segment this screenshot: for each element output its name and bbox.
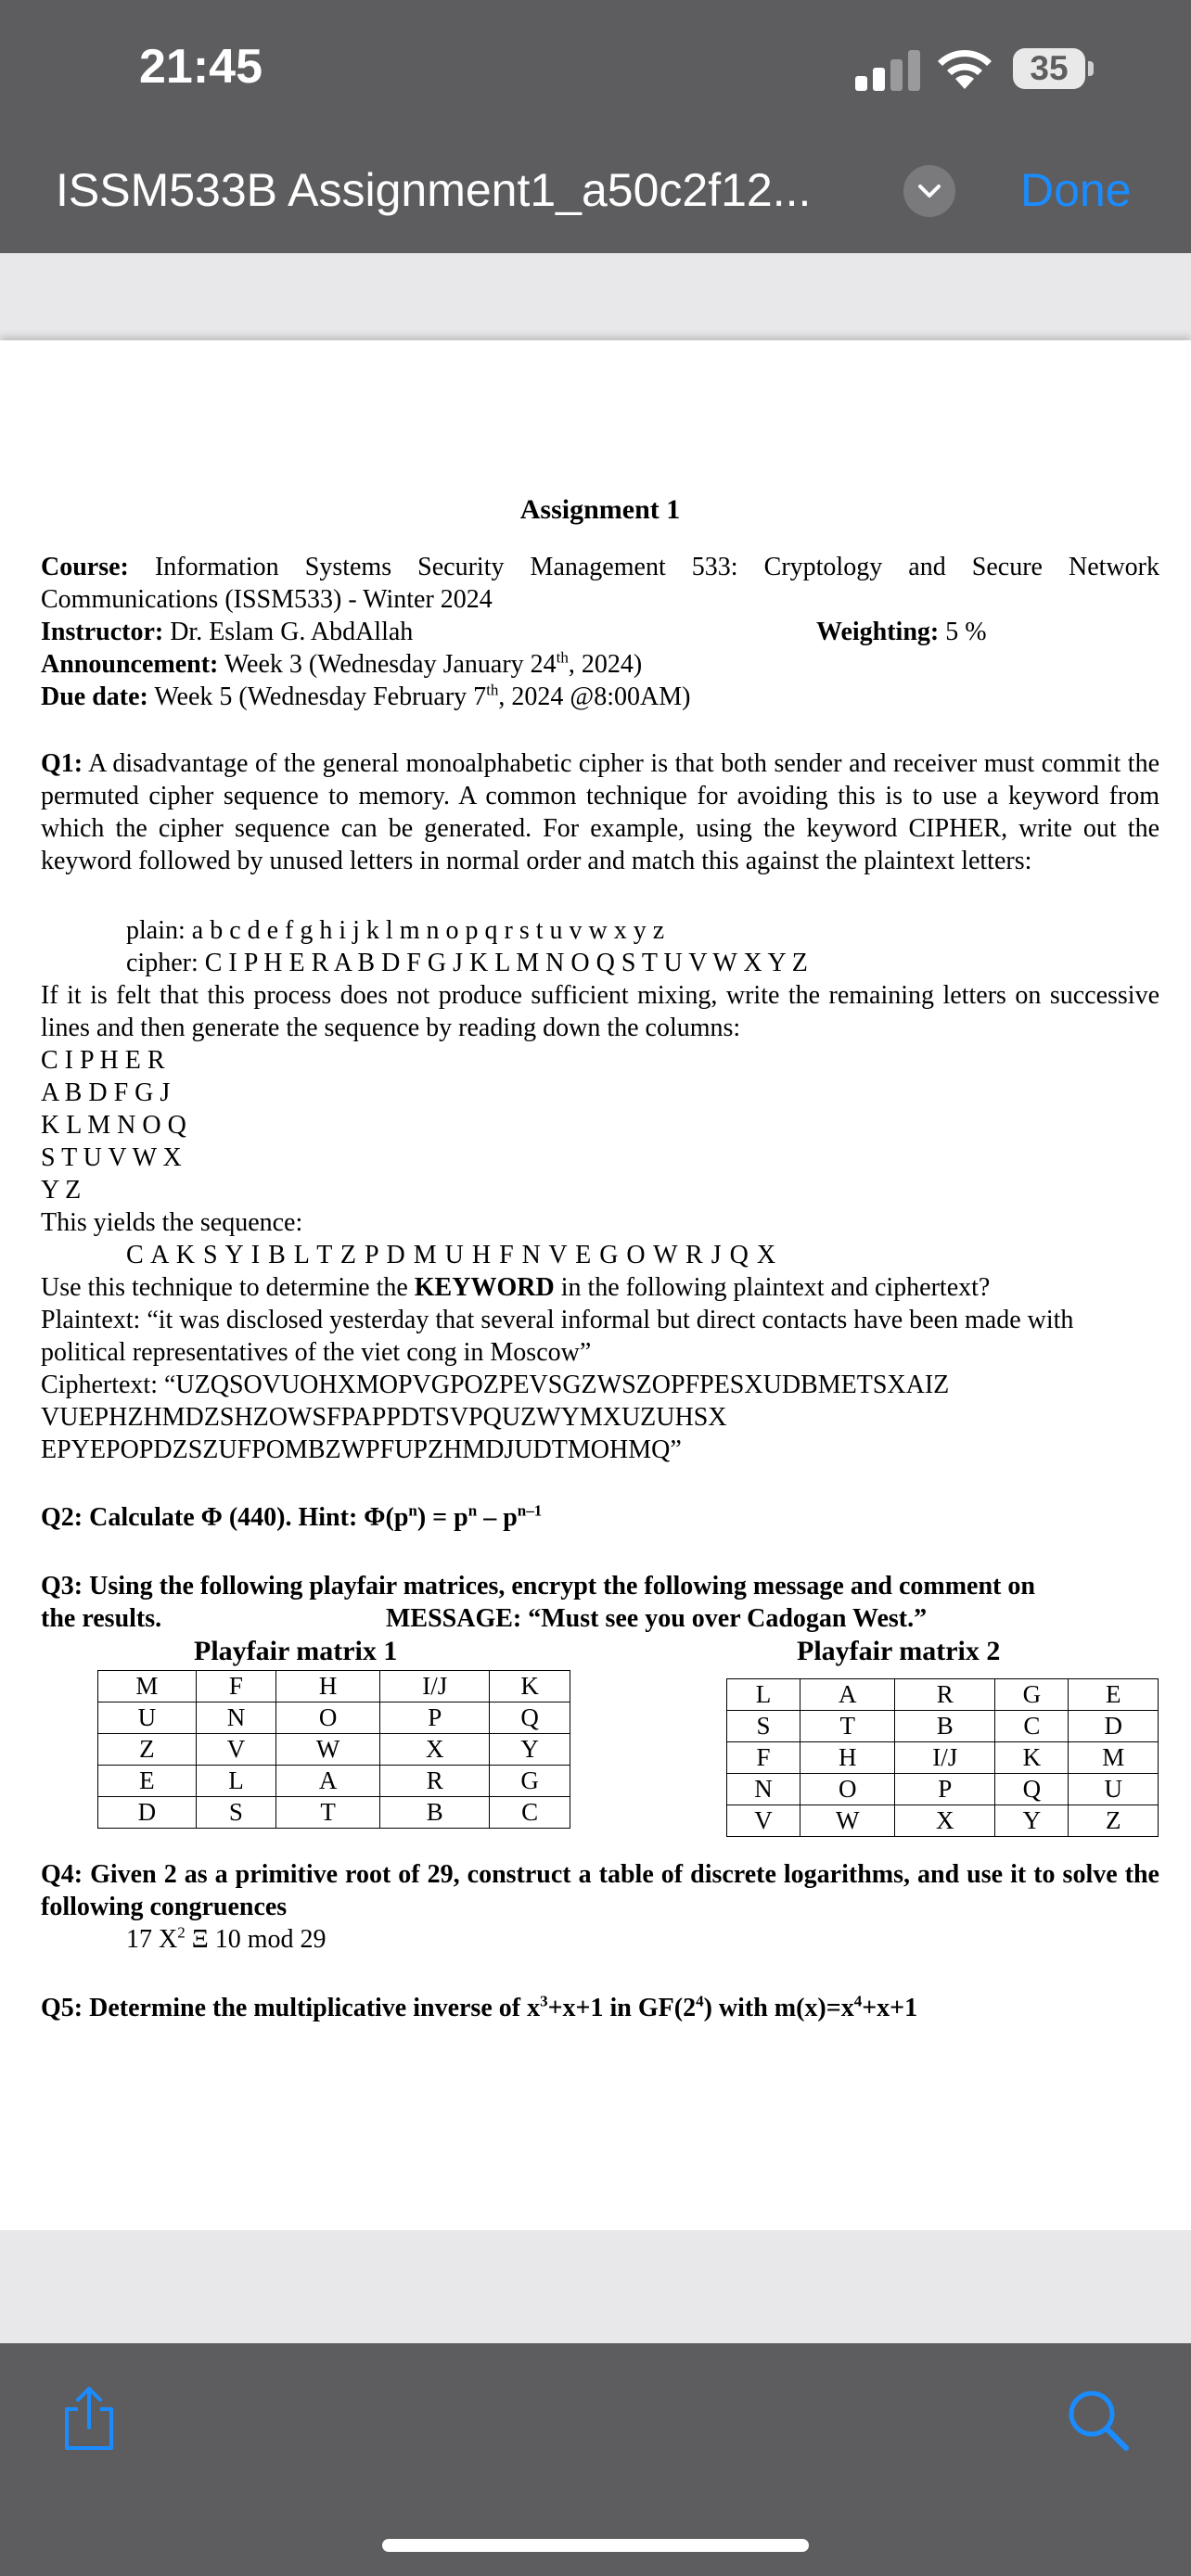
announcement-line: Announcement: Week 3 (Wednesday January 24th, 2024) xyxy=(41,648,643,679)
playfair-matrix-2 xyxy=(726,1678,1159,1837)
keyword-grid-row: Y Z xyxy=(41,1176,82,1205)
wifi-icon xyxy=(935,46,994,91)
search-icon[interactable] xyxy=(1065,2387,1132,2454)
matrix-cell: M xyxy=(1069,1742,1159,1774)
matrix-cell: C xyxy=(995,1711,1069,1742)
document-page[interactable] xyxy=(0,340,1191,2230)
matrix-cell: R xyxy=(895,1679,995,1711)
playfair-matrix-2-label: Playfair matrix 2 xyxy=(797,1636,1001,1666)
chevron-down-icon xyxy=(903,165,955,217)
playfair-matrix-1-label: Playfair matrix 1 xyxy=(194,1636,398,1666)
matrix-cell: Q xyxy=(490,1702,570,1734)
matrix-row xyxy=(727,1774,1159,1805)
matrix-cell: S xyxy=(727,1711,800,1742)
matrix-cell: F xyxy=(196,1671,276,1702)
keyword-grid-row: C I P H E R xyxy=(41,1046,165,1075)
matrix-cell: Y xyxy=(995,1805,1069,1837)
matrix-cell: M xyxy=(98,1671,197,1702)
matrix-row xyxy=(98,1734,570,1766)
sequence-text: C A K S Y I B L T Z P D M U H F N V E G O W R J Q X xyxy=(126,1241,777,1269)
matrix-cell: O xyxy=(276,1702,380,1734)
battery-level: 35 xyxy=(1030,49,1069,87)
home-indicator[interactable] xyxy=(382,2539,809,2552)
matrix-cell: X xyxy=(895,1805,995,1837)
matrix-cell: F xyxy=(727,1742,800,1774)
q3-text-2: the results. MESSAGE: “Must see you over Cadogan West.” xyxy=(41,1604,928,1633)
matrix-cell: D xyxy=(98,1797,197,1829)
matrix-cell: A xyxy=(800,1679,895,1711)
matrix-cell: G xyxy=(995,1679,1069,1711)
matrix-cell: W xyxy=(276,1734,380,1766)
matrix-cell: Y xyxy=(490,1734,570,1766)
matrix-row xyxy=(98,1671,570,1702)
matrix-cell: Q xyxy=(995,1774,1069,1805)
keyword-grid-row: K L M N O Q xyxy=(41,1111,186,1140)
q1-text-2: If it is felt that this process does not produce sufficient mixing, write the remaining letters on successive lines and then generate the sequence by reading down the columns: xyxy=(41,981,1159,1042)
matrix-cell: E xyxy=(98,1766,197,1797)
matrix-cell: N xyxy=(727,1774,800,1805)
matrix-cell: H xyxy=(276,1671,380,1702)
plain-alphabet: plain: a b c d e f g h i j k l m n o p q r s t u v w x y z xyxy=(126,916,665,945)
matrix-cell: X xyxy=(380,1734,490,1766)
q4-congruence: 17 $X^2$ Ξ 10 mod 29 xyxy=(126,1923,327,1954)
matrix-cell: D xyxy=(1069,1711,1159,1742)
q5-text: Q5: Determine the multiplicative inverse of $x^3+x+1$ in $GF(2^4)$ with $m(x)=x^4+x+1$ xyxy=(41,1992,918,2022)
course-line: Course: Information Systems Security Management 533: Cryptology and Secure Network Communications (ISSM533) - Winter 2024 xyxy=(41,553,1159,614)
matrix-cell: V xyxy=(727,1805,800,1837)
viewer-background xyxy=(0,2230,1191,2343)
matrix-cell: B xyxy=(895,1711,995,1742)
q1-text: Q1: A disadvantage of the general monoalphabetic cipher is that both sender and receiver must commit the permuted cipher sequence to memory. A common technique for avoiding this is to use a keyword from which the cipher sequence can be generated. For example, using the keyword CIPHER, write out the keyword followed by unused letters in normal order and match this against the plaintext letters: xyxy=(41,749,1159,875)
matrix-cell: U xyxy=(1069,1774,1159,1805)
matrix-cell: E xyxy=(1069,1679,1159,1711)
keyword-grid-row: S T U V W X xyxy=(41,1143,182,1172)
matrix-cell: L xyxy=(196,1766,276,1797)
matrix-row xyxy=(727,1679,1159,1711)
matrix-cell: V xyxy=(196,1734,276,1766)
matrix-cell: R xyxy=(380,1766,490,1797)
matrix-cell: S xyxy=(196,1797,276,1829)
cipher-alphabet: cipher: C I P H E R A B D F G J K L M N O Q S T U V W X Y Z xyxy=(126,949,808,977)
viewer-background xyxy=(0,253,1191,340)
keyword-grid-row: A B D F G J xyxy=(41,1078,171,1107)
matrix-cell: I/J xyxy=(895,1742,995,1774)
matrix-cell: U xyxy=(98,1702,197,1734)
done-button[interactable]: Done xyxy=(1020,164,1132,216)
ciphertext-line: Ciphertext: “UZQSOVUOHXMOPVGPOZPEVSGZWSZOPFPESXUDBMETSXAIZ xyxy=(41,1371,950,1399)
q2-text: Q2: Calculate Φ (440). Hint: $\Phi(p^n) = p^n - p^{n-1}$ xyxy=(41,1501,543,1532)
share-icon[interactable] xyxy=(56,2385,122,2452)
q3-text: Q3: Using the following playfair matrices, encrypt the following message and comment on xyxy=(41,1572,1035,1600)
cellular-signal-icon xyxy=(855,48,920,91)
title-menu-button[interactable] xyxy=(903,165,955,217)
matrix-cell: Z xyxy=(98,1734,197,1766)
document-header xyxy=(0,130,1191,253)
matrix-row xyxy=(727,1805,1159,1837)
matrix-cell: N xyxy=(196,1702,276,1734)
matrix-cell: K xyxy=(490,1671,570,1702)
matrix-cell: G xyxy=(490,1766,570,1797)
document-title[interactable]: ISSM533B Assignment1_a50c2f12... xyxy=(56,164,812,216)
ciphertext-line: VUEPHZHMDZSHZOWSFPAPPDTSVPQUZWYMXUZUHSX xyxy=(41,1403,727,1432)
matrix-row xyxy=(98,1797,570,1829)
status-time: 21:45 xyxy=(139,40,263,94)
matrix-cell: B xyxy=(380,1797,490,1829)
assignment-heading: Assignment 1 xyxy=(519,494,681,525)
use-technique-text: Use this technique to determine the KEYWORD in the following plaintext and ciphertext? xyxy=(41,1273,991,1302)
battery-icon xyxy=(1013,48,1095,91)
matrix-cell: H xyxy=(800,1742,895,1774)
matrix-cell: K xyxy=(995,1742,1069,1774)
matrix-cell: I/J xyxy=(380,1671,490,1702)
matrix-row xyxy=(98,1702,570,1734)
matrix-cell: L xyxy=(727,1679,800,1711)
matrix-cell: Z xyxy=(1069,1805,1159,1837)
plaintext-text: Plaintext: “it was disclosed yesterday that several informal but direct contacts have been made with political representatives of the viet cong in Moscow” xyxy=(41,1306,1074,1367)
matrix-cell: T xyxy=(276,1797,380,1829)
q4-text: Q4: Given 2 as a primitive root of 29, construct a table of discrete logarithms, and use it to solve the following congruences xyxy=(41,1860,1159,1921)
ciphertext-line: EPYEPOPDZSZUFPOMBZWPFUPZHMDJUDTMOHMQ” xyxy=(41,1435,682,1464)
due-date-line: Due date: Week 5 (Wednesday February 7th, 2024 @8:00AM) xyxy=(41,681,691,711)
matrix-cell: T xyxy=(800,1711,895,1742)
matrix-cell: P xyxy=(895,1774,995,1805)
matrix-cell: C xyxy=(490,1797,570,1829)
playfair-matrix-1 xyxy=(97,1670,570,1829)
matrix-cell: O xyxy=(800,1774,895,1805)
status-bar xyxy=(0,0,1191,130)
matrix-row xyxy=(727,1711,1159,1742)
matrix-cell: P xyxy=(380,1702,490,1734)
matrix-cell: A xyxy=(276,1766,380,1797)
matrix-row xyxy=(98,1766,570,1797)
yields-text: This yields the sequence: xyxy=(41,1208,303,1237)
matrix-cell: W xyxy=(800,1805,895,1837)
weighting-line: Weighting: 5 % xyxy=(816,618,987,646)
matrix-row xyxy=(727,1742,1159,1774)
instructor-line: Instructor: Dr. Eslam G. AbdAllah xyxy=(41,618,414,646)
